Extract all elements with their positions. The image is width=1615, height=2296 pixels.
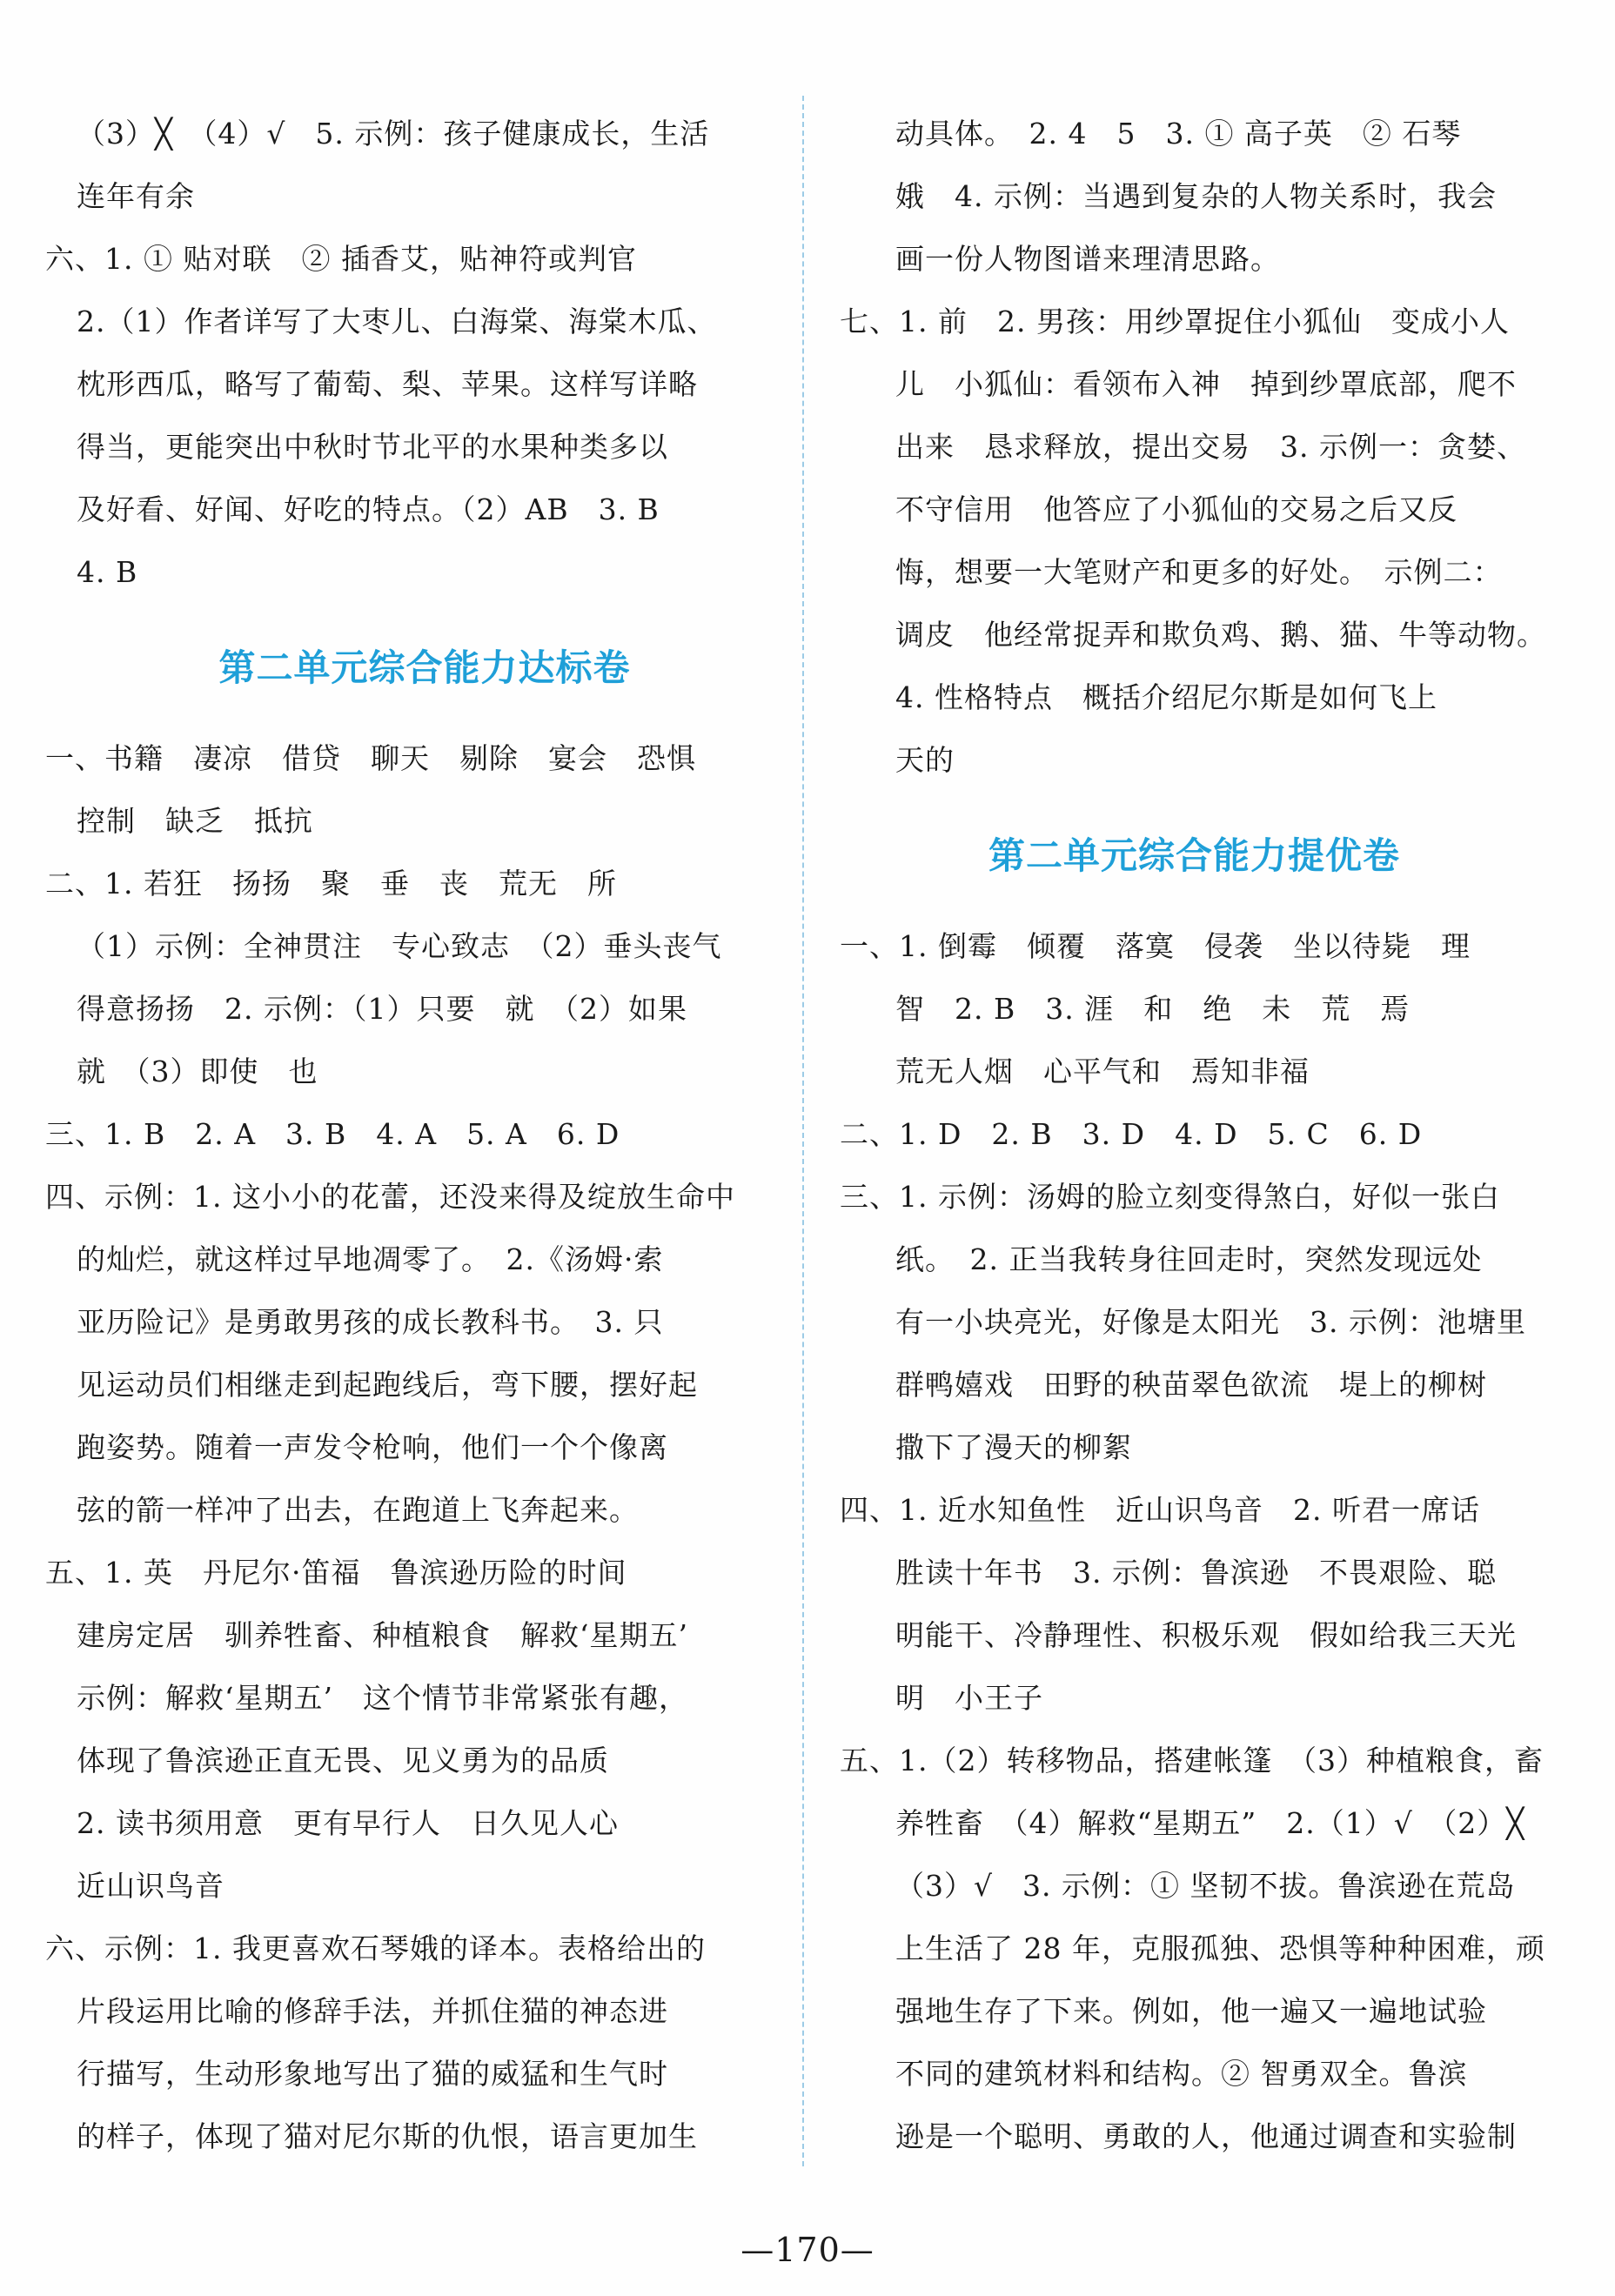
text-line: 画一份人物图谱来理清思路。 [895, 242, 1280, 276]
text-line: 体现了鲁滨逊正直无畏、见义勇为的品质 [77, 1744, 609, 1777]
text-line: 智 2. B 3. 涯 和 绝 未 荒 焉 [895, 992, 1411, 1026]
text-line: 悔，想要一大笔财产和更多的好处。 示例二： [895, 555, 1503, 589]
text-line: 不守信用 他答应了小狐仙的交易之后又反 [895, 492, 1458, 526]
text-line: 行描写，生动形象地写出了猫的威猛和生气时 [77, 2057, 668, 2091]
text-line: 养牲畜 （4）解救“星期五” 2.（1）√ （2）╳ [895, 1806, 1525, 1840]
text-line: 纸。 2. 正当我转身往回走时，突然发现远处 [895, 1242, 1483, 1276]
text-line: 胜读十年书 3. 示例：鲁滨逊 不畏艰险、聪 [895, 1556, 1497, 1590]
text-line: 三、1. B 2. A 3. B 4. A 5. A 6. D [45, 1117, 620, 1151]
text-line: 明 小王子 [895, 1681, 1043, 1715]
text-line: 跑姿势。随着一声发令枪响，他们一个个像离 [77, 1430, 668, 1464]
text-line: （3）√ 3. 示例：① 坚韧不拔。鲁滨逊在荒岛 [895, 1869, 1516, 1903]
text-line: （1）示例：全神贯注 专心致志 （2）垂头丧气 [77, 929, 722, 963]
column-divider [802, 96, 804, 2166]
text-line: 有一小块亮光，好像是太阳光 3. 示例：池塘里 [895, 1305, 1526, 1339]
text-line: 枕形西瓜，略写了葡萄、梨、苹果。这样写详略 [77, 367, 698, 401]
text-line: 控制 缺乏 抵抗 [77, 804, 313, 838]
text-line: 娥 4. 示例：当遇到复杂的人物关系时，我会 [895, 179, 1497, 213]
text-line: 六、示例：1. 我更喜欢石琴娥的译本。表格给出的 [45, 1931, 706, 1965]
text-line: 五、1.（2）转移物品，搭建帐篷 （3）种植粮食，畜 [840, 1744, 1544, 1777]
text-line: 的灿烂，就这样过早地凋零了。 2.《汤姆·索 [77, 1242, 664, 1276]
text-line: 建房定居 驯养牲畜、种植粮食 解救‘星期五’ [77, 1618, 688, 1652]
text-line: 明能干、冷静理性、积极乐观 假如给我三天光 [895, 1618, 1517, 1652]
text-line: 2.（1）作者详写了大枣儿、白海棠、海棠木瓜、 [77, 305, 717, 338]
text-line: 荒无人烟 心平气和 焉知非福 [895, 1054, 1310, 1088]
text-line: 逊是一个聪明、勇敢的人，他通过调查和实验制 [895, 2119, 1517, 2153]
section-heading: 第二单元综合能力提优卷 [988, 834, 1400, 877]
text-line: 三、1. 示例：汤姆的脸立刻变得煞白，好似一张白 [840, 1180, 1500, 1214]
page-number: —170— [740, 2231, 875, 2269]
text-line: 2. 读书须用意 更有早行人 日久见人心 [77, 1806, 619, 1840]
text-line: 近山识鸟音 [77, 1869, 224, 1903]
text-line: 不同的建筑材料和结构。② 智勇双全。鲁滨 [895, 2057, 1468, 2091]
text-line: 弦的箭一样冲了出去，在跑道上飞奔起来。 [77, 1493, 639, 1527]
text-line: 动具体。 2. 4 5 3. ① 高子英 ② 石琴 [895, 117, 1462, 151]
text-line: 六、1. ① 贴对联 ② 插香艾，贴神符或判官 [45, 242, 637, 276]
text-line: （3）╳ （4）√ 5. 示例：孩子健康成长，生活 [77, 117, 710, 151]
text-line: 4. 性格特点 概括介绍尼尔斯是如何飞上 [895, 680, 1437, 714]
text-line: 二、1. D 2. B 3. D 4. D 5. C 6. D [840, 1117, 1423, 1151]
text-line: 调皮 他经常捉弄和欺负鸡、鹅、猫、牛等动物。 [895, 618, 1546, 652]
text-line: 儿 小狐仙：看领布入神 掉到纱罩底部，爬不 [895, 367, 1517, 401]
section-heading: 第二单元综合能力达标卷 [218, 646, 631, 689]
text-line: 连年有余 [77, 179, 195, 213]
text-line: 一、书籍 凄凉 借贷 聊天 剔除 宴会 恐惧 [45, 741, 696, 775]
text-line: 的样子，体现了猫对尼尔斯的仇恨，语言更加生 [77, 2119, 698, 2153]
text-line: 天的 [895, 743, 955, 777]
text-line: 得意扬扬 2. 示例：（1）只要 就 （2）如果 [77, 992, 687, 1026]
text-line: 上生活了 28 年，克服孤独、恐惧等种种困难，顽 [895, 1931, 1545, 1965]
text-line: 示例：解救‘星期五’ 这个情节非常紧张有趣， [77, 1681, 688, 1715]
text-line: 出来 恳求释放，提出交易 3. 示例一：贪婪、 [895, 430, 1526, 464]
text-line: 片段运用比喻的修辞手法，并抓住猫的神态进 [77, 1994, 668, 2028]
text-line: 五、1. 英 丹尼尔·笛福 鲁滨逊历险的时间 [45, 1556, 627, 1590]
text-line: 亚历险记》是勇敢男孩的成长教科书。 3. 只 [77, 1305, 664, 1339]
text-line: 二、1. 若狂 扬扬 聚 垂 丧 荒无 所 [45, 867, 617, 900]
text-line: 及好看、好闻、好吃的特点。（2）AB 3. B [77, 492, 660, 526]
text-line: 得当，更能突出中秋时节北平的水果种类多以 [77, 430, 668, 464]
text-line: 强地生存了下来。例如，他一遍又一遍地试验 [895, 1994, 1487, 2028]
text-line: 就 （3）即使 也 [77, 1054, 318, 1088]
text-line: 四、1. 近水知鱼性 近山识鸟音 2. 听君一席话 [840, 1493, 1480, 1527]
text-line: 四、示例：1. 这小小的花蕾，还没来得及绽放生命中 [45, 1180, 735, 1214]
text-line: 七、1. 前 2. 男孩：用纱罩捉住小狐仙 变成小人 [840, 305, 1510, 338]
text-line: 4. B [77, 555, 138, 589]
text-line: 群鸭嬉戏 田野的秧苗翠色欲流 堤上的柳树 [895, 1368, 1487, 1402]
text-line: 一、1. 倒霉 倾覆 落寞 侵袭 坐以待毙 理 [840, 929, 1471, 963]
text-line: 见运动员们相继走到起跑线后，弯下腰，摆好起 [77, 1368, 698, 1402]
text-line: 撒下了漫天的柳絮 [895, 1430, 1132, 1464]
